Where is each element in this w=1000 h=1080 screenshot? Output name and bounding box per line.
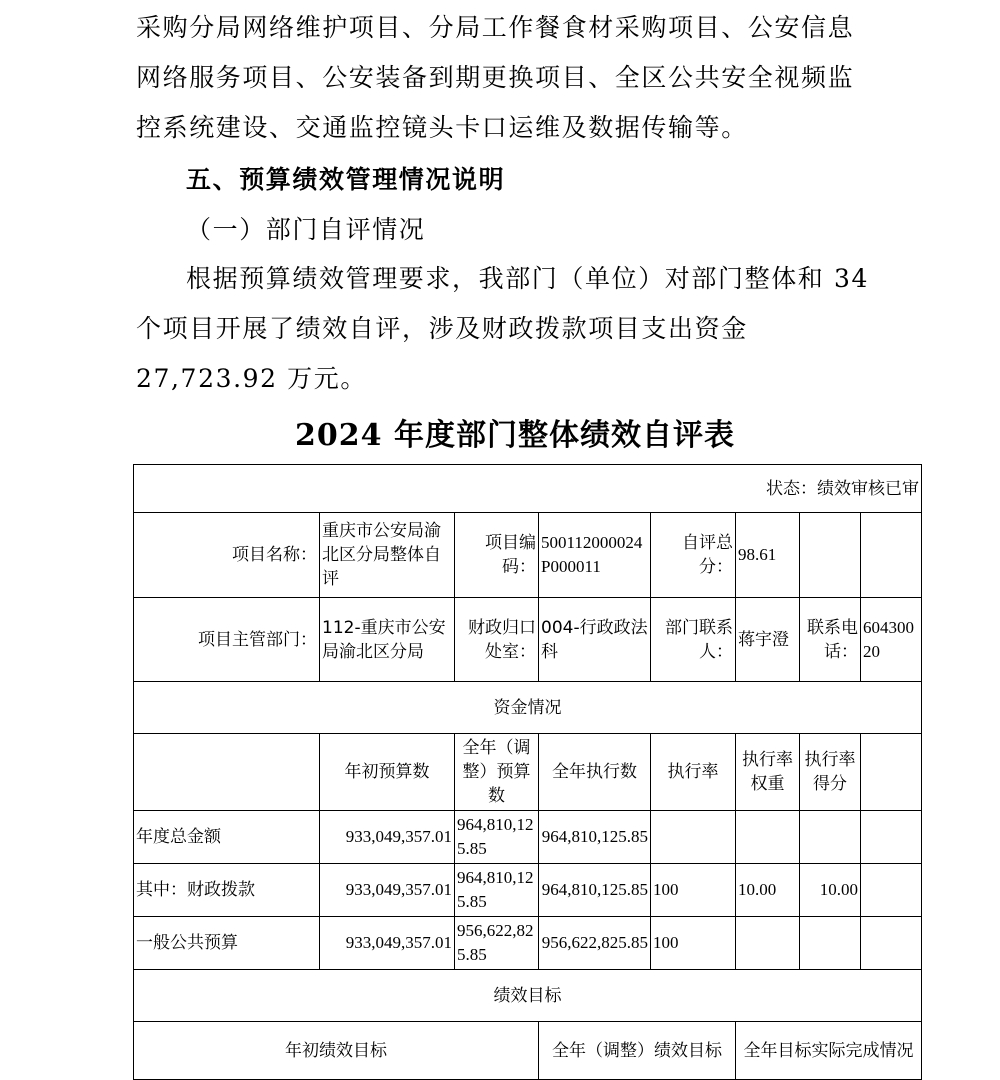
- empty-cell: [861, 864, 922, 917]
- initial-budget: 933,049,357.01: [320, 864, 455, 917]
- project-name: 重庆市公安局渝北区分局整体自评: [320, 513, 455, 598]
- perf-header: 绩效目标: [134, 970, 922, 1022]
- exec-rate: 100: [651, 917, 736, 970]
- finance-office: 004-行政政法科: [539, 598, 651, 682]
- rate-weight: [736, 811, 800, 864]
- dept-name: 112-重庆市公安局渝北区分局: [320, 598, 455, 682]
- rate-score: 10.00: [800, 864, 861, 917]
- performance-table: [133, 464, 922, 1080]
- col-rate-weight: 执行率权重: [736, 734, 800, 811]
- status-text: 状态：绩效审核已审: [134, 465, 922, 513]
- subsection-heading: （一）部门自评情况: [186, 215, 426, 244]
- rate-score: [800, 917, 861, 970]
- adjusted-budget: 964,810,125.85: [455, 864, 539, 917]
- initial-budget: 933,049,357.01: [320, 811, 455, 864]
- exec-rate: [651, 811, 736, 864]
- initial-budget: 933,049,357.01: [320, 917, 455, 970]
- executed-amount: 964,810,125.85: [539, 811, 651, 864]
- col-exec-rate: 执行率: [651, 734, 736, 811]
- section-heading: 五、预算绩效管理情况说明: [186, 165, 506, 194]
- col-executed: 全年执行数: [539, 734, 651, 811]
- table-row: [134, 917, 922, 970]
- col-adjusted-perf-goal: 全年（调整）绩效目标: [539, 1022, 736, 1080]
- table-title: 2024 年度部门整体绩效自评表: [295, 418, 735, 453]
- body-paragraph: 根据预算绩效管理要求，我部门（单位）对部门整体和 34 个项目开展了绩效自评，涉及财政拨款项目支出资金 27,723.92 万元。: [136, 264, 869, 393]
- phone-label: 联系电话：: [800, 598, 861, 682]
- empty-cell: [861, 811, 922, 864]
- executed-amount: 956,622,825.85: [539, 917, 651, 970]
- empty-cell: [861, 513, 922, 598]
- phone-number: 60430020: [861, 598, 922, 682]
- empty-cell: [861, 917, 922, 970]
- intro-line-3: 控系统建设、交通监控镜头卡口运维及数据传输等。: [136, 113, 748, 142]
- project-name-label: 项目名称：: [134, 513, 320, 598]
- col-rate-score: 执行率得分: [800, 734, 861, 811]
- executed-amount: 964,810,125.85: [539, 864, 651, 917]
- rate-score: [800, 811, 861, 864]
- col-initial-perf-goal: 年初绩效目标: [134, 1022, 539, 1080]
- adjusted-budget: 956,622,825.85: [455, 917, 539, 970]
- project-code: 500112000024P000011: [539, 513, 651, 598]
- contact-name: 蒋宇澄: [736, 598, 800, 682]
- intro-line-2: 网络服务项目、公安装备到期更换项目、全区公共安全视频监: [136, 63, 855, 92]
- table-row: [134, 811, 922, 864]
- finance-office-label: 财政归口处室：: [455, 598, 539, 682]
- rate-weight: 10.00: [736, 864, 800, 917]
- exec-rate: 100: [651, 864, 736, 917]
- row-label: 年度总金额: [134, 811, 320, 864]
- project-code-label: 项目编码：: [455, 513, 539, 598]
- col-initial-budget: 年初预算数: [320, 734, 455, 811]
- funds-header: 资金情况: [134, 682, 922, 734]
- contact-label: 部门联系人：: [651, 598, 736, 682]
- empty-cell: [800, 513, 861, 598]
- empty-cell: [134, 734, 320, 811]
- intro-line-1: 采购分局网络维护项目、分局工作餐食材采购项目、公安信息: [136, 13, 855, 42]
- col-actual-completion: 全年目标实际完成情况: [736, 1022, 922, 1080]
- row-label: 其中：财政拨款: [134, 864, 320, 917]
- table-row: [134, 864, 922, 917]
- self-score-label: 自评总分：: [651, 513, 736, 598]
- col-adjusted-budget: 全年（调整）预算数: [455, 734, 539, 811]
- row-label: 一般公共预算: [134, 917, 320, 970]
- adjusted-budget: 964,810,125.85: [455, 811, 539, 864]
- rate-weight: [736, 917, 800, 970]
- self-score: 98.61: [736, 513, 800, 598]
- dept-label: 项目主管部门：: [134, 598, 320, 682]
- empty-cell: [861, 734, 922, 811]
